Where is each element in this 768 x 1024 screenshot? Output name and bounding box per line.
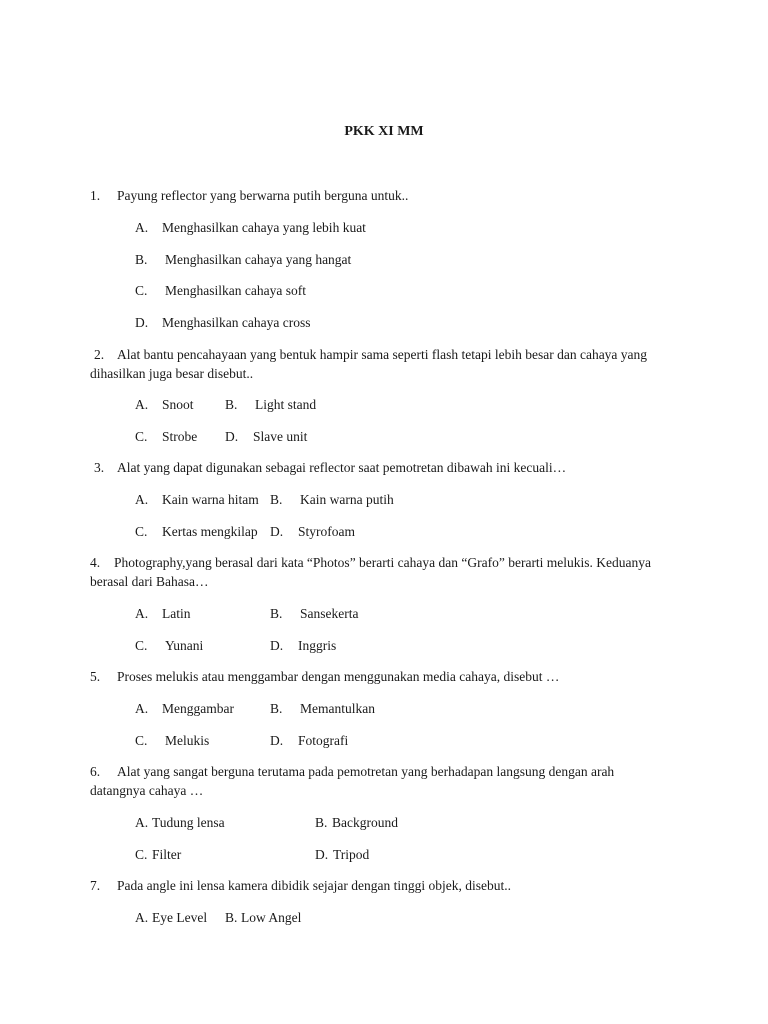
option-text: Tripod bbox=[333, 847, 370, 862]
question-number: 1. bbox=[90, 188, 101, 203]
option-letter: C. bbox=[135, 638, 148, 653]
option-text: Light stand bbox=[255, 397, 317, 412]
option-text: Melukis bbox=[165, 733, 210, 748]
option-1d bbox=[135, 314, 310, 332]
question-text: Proses melukis atau menggambar dengan menggunakan media cahaya, disebut … bbox=[117, 669, 560, 684]
option-text: Slave unit bbox=[253, 429, 308, 444]
option-3a bbox=[135, 491, 259, 509]
option-letter: D. bbox=[270, 638, 284, 653]
option-3b bbox=[270, 491, 394, 509]
option-letter: D. bbox=[270, 733, 284, 748]
option-letter: A. bbox=[135, 220, 149, 235]
option-text: Background bbox=[332, 815, 398, 830]
option-letter: C. bbox=[135, 733, 148, 748]
option-4c bbox=[135, 637, 203, 655]
option-letter: D. bbox=[270, 524, 284, 539]
option-3c bbox=[135, 523, 258, 541]
option-letter: B. bbox=[225, 910, 238, 925]
option-text: Inggris bbox=[298, 638, 337, 653]
option-7a bbox=[135, 909, 207, 927]
option-text: Snoot bbox=[162, 397, 194, 412]
option-6b bbox=[315, 814, 398, 832]
option-letter: B. bbox=[270, 606, 283, 621]
option-4d bbox=[270, 637, 336, 655]
page-title: PKK XI MM bbox=[344, 124, 424, 139]
question-number: 3. bbox=[94, 460, 105, 475]
question-text: Payung reflector yang berwarna putih berguna untuk.. bbox=[117, 188, 409, 203]
option-letter: C. bbox=[135, 847, 148, 862]
option-letter: D. bbox=[135, 315, 149, 330]
question-5 bbox=[90, 668, 559, 686]
question-text: dihasilkan juga besar disebut.. bbox=[90, 366, 254, 381]
option-letter: C. bbox=[135, 283, 148, 298]
option-text: Menghasilkan cahaya soft bbox=[165, 283, 306, 298]
option-letter: A. bbox=[135, 606, 149, 621]
option-text: Filter bbox=[152, 847, 182, 862]
question-number: 6. bbox=[90, 764, 101, 779]
option-4a bbox=[135, 605, 191, 623]
option-2a bbox=[135, 396, 194, 414]
option-letter: B. bbox=[315, 815, 328, 830]
question-6 bbox=[90, 763, 614, 781]
option-letter: A. bbox=[135, 910, 149, 925]
option-text: Kertas mengkilap bbox=[162, 524, 258, 539]
option-letter: C. bbox=[135, 429, 148, 444]
option-text: Kain warna putih bbox=[300, 492, 394, 507]
option-1b bbox=[135, 251, 351, 269]
option-text: Menggambar bbox=[162, 701, 234, 716]
question-2 bbox=[94, 346, 647, 364]
question-number: 5. bbox=[90, 669, 101, 684]
question-6-cont bbox=[90, 782, 203, 800]
option-5b bbox=[270, 700, 375, 718]
question-3 bbox=[94, 459, 566, 477]
option-6c bbox=[135, 846, 181, 864]
option-letter: A. bbox=[135, 815, 149, 830]
option-2c bbox=[135, 428, 197, 446]
option-text: Latin bbox=[162, 606, 191, 621]
option-2d bbox=[225, 428, 307, 446]
option-text: Menghasilkan cahaya yang hangat bbox=[165, 252, 352, 267]
question-text: berasal dari Bahasa… bbox=[90, 574, 209, 589]
question-1 bbox=[90, 187, 408, 205]
option-text: Kain warna hitam bbox=[162, 492, 259, 507]
option-text: Menghasilkan cahaya cross bbox=[162, 315, 311, 330]
option-2b bbox=[225, 396, 316, 414]
question-text: Alat yang dapat digunakan sebagai reflector saat pemotretan dibawah ini kecuali… bbox=[117, 460, 567, 475]
option-1c bbox=[135, 282, 306, 300]
option-letter: B. bbox=[270, 492, 283, 507]
option-5a bbox=[135, 700, 234, 718]
question-text: Alat bantu pencahayaan yang bentuk hampir sama seperti flash tetapi lebih besar dan cahaya yang bbox=[117, 347, 648, 362]
question-4-cont bbox=[90, 573, 208, 591]
option-text: Memantulkan bbox=[300, 701, 375, 716]
question-7 bbox=[90, 877, 511, 895]
option-6d bbox=[315, 846, 369, 864]
option-text: Sansekerta bbox=[300, 606, 359, 621]
option-letter: B. bbox=[270, 701, 283, 716]
option-1a bbox=[135, 219, 366, 237]
option-letter: D. bbox=[225, 429, 239, 444]
option-text: Eye Level bbox=[152, 910, 208, 925]
option-7b bbox=[225, 909, 301, 927]
option-letter: A. bbox=[135, 701, 149, 716]
question-4 bbox=[90, 554, 651, 572]
question-2-cont bbox=[90, 365, 253, 383]
option-letter: A. bbox=[135, 492, 149, 507]
option-letter: A. bbox=[135, 397, 149, 412]
option-text: Tudung lensa bbox=[152, 815, 225, 830]
option-letter: D. bbox=[315, 847, 329, 862]
question-text: Pada angle ini lensa kamera dibidik sejajar dengan tinggi objek, disebut.. bbox=[117, 878, 512, 893]
question-number: 4. bbox=[90, 555, 101, 570]
option-text: Styrofoam bbox=[298, 524, 355, 539]
option-text: Yunani bbox=[165, 638, 204, 653]
option-5d bbox=[270, 732, 348, 750]
option-text: Low Angel bbox=[241, 910, 302, 925]
question-text: Photography,yang berasal dari kata “Photos” berarti cahaya dan “Grafo” berarti melukis. Keduanya bbox=[114, 555, 652, 570]
option-text: Fotografi bbox=[298, 733, 349, 748]
option-5c bbox=[135, 732, 209, 750]
question-number: 2. bbox=[94, 347, 105, 362]
question-number: 7. bbox=[90, 878, 101, 893]
question-text: datangnya cahaya … bbox=[90, 783, 204, 798]
option-letter: C. bbox=[135, 524, 148, 539]
option-letter: B. bbox=[225, 397, 238, 412]
option-3d bbox=[270, 523, 355, 541]
option-4b bbox=[270, 605, 358, 623]
question-text: Alat yang sangat berguna terutama pada pemotretan yang berhadapan langsung dengan arah bbox=[117, 764, 615, 779]
option-6a bbox=[135, 814, 225, 832]
option-letter: B. bbox=[135, 252, 148, 267]
option-text: Menghasilkan cahaya yang lebih kuat bbox=[162, 220, 366, 235]
option-text: Strobe bbox=[162, 429, 198, 444]
